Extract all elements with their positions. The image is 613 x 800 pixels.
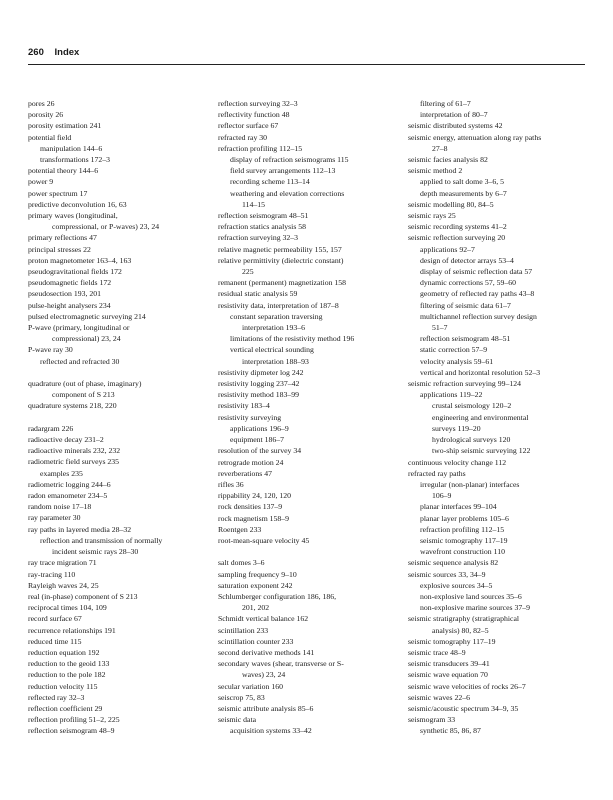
index-entry: synthetic 85, 86, 87: [420, 726, 481, 736]
index-entry: pseudogravitational fields 172: [28, 267, 122, 277]
index-entry: interpretation 188–93: [242, 356, 309, 366]
index-entry: recurrence relationships 191: [28, 625, 116, 635]
index-entry: power spectrum 17: [28, 188, 88, 198]
index-entry: root-mean-square velocity 45: [218, 535, 310, 545]
index-entry: display of seismic reflection data 57: [420, 267, 533, 277]
index-entry: examples 235: [40, 468, 83, 478]
index-entry: residual static analysis 59: [218, 289, 298, 299]
index-entry: ray-tracing 110: [28, 569, 76, 579]
index-entry: 27–8: [432, 143, 448, 153]
index-entry: compressional, or P-waves) 23, 24: [52, 222, 160, 232]
index-entry: Schlumberger configuration 186, 186,: [218, 591, 337, 601]
index-entry: salt domes 3–6: [218, 558, 265, 568]
index-entry: reciprocal times 104, 109: [28, 603, 107, 613]
index-entry: transformations 172–3: [40, 155, 110, 165]
index-entry: continuous velocity change 112: [408, 457, 507, 467]
index-entry: seismic reflection surveying 20: [408, 233, 506, 243]
running-title: Index: [54, 47, 80, 58]
index-entry: radioactive decay 231–2: [28, 435, 104, 445]
index-entry: applications 196–9: [230, 423, 289, 433]
index-entry: reflection seismogram 48–9: [28, 726, 115, 736]
index-entry: reflection profiling 51–2, 225: [28, 715, 120, 725]
index-entry: hydrological surveys 120: [432, 435, 511, 445]
index-entry: geometry of reflected ray paths 43–8: [420, 289, 535, 299]
index-entry: resistivity surveying: [218, 412, 282, 422]
index-entry: scintillation 233: [218, 625, 269, 635]
index-entry: rock magnetism 158–9: [218, 513, 290, 523]
index-entry: sampling frequency 9–10: [218, 569, 297, 579]
index-entry: 114–15: [242, 199, 265, 209]
index-entry: record surface 67: [28, 614, 82, 624]
index-entry: non-explosive marine sources 37–9: [420, 603, 530, 613]
index-entry: rifles 36: [218, 479, 244, 489]
index-entry: resistivity 183–4: [218, 401, 270, 411]
index-entry: scintillation counter 233: [218, 636, 294, 646]
index-entry: non-explosive land sources 35–6: [420, 591, 522, 601]
index-entry: reverberations 47: [218, 468, 273, 478]
index-columns: [28, 98, 588, 737]
index-column-3: [408, 98, 588, 737]
index-entry: surveys 119–20: [432, 423, 481, 433]
index-entry: reduced time 115: [28, 636, 82, 646]
index-entry: applied to salt dome 3–6, 5: [420, 177, 504, 187]
index-entry: pseudosection 193, 201: [28, 289, 101, 299]
index-entry: reflection surveying 32–3: [218, 99, 298, 108]
index-entry: recording scheme 113–14: [230, 177, 310, 187]
index-entry: acquisition systems 33–42: [230, 726, 312, 736]
index-entry: Schmidt vertical balance 162: [218, 614, 309, 624]
index-entry: seismic tomography 117–19: [420, 535, 508, 545]
index-entry: vertical and horizontal resolution 52–3: [420, 367, 541, 377]
index-entry: seismic tomography 117–19: [408, 636, 496, 646]
index-entry: secondary waves (shear, transverse or S-: [218, 659, 344, 669]
index-entry: reflectivity function 48: [218, 110, 290, 120]
index-entry: applications 92–7: [420, 244, 475, 254]
index-entry: refraction statics analysis 58: [218, 222, 307, 232]
index-entry: seiscrop 75, 83: [218, 692, 265, 702]
index-entry: 225: [242, 267, 254, 277]
index-entry: principal stresses 22: [28, 244, 91, 254]
index-entry: multichannel reflection survey design: [420, 311, 537, 321]
index-entry: radon emanometer 234–5: [28, 491, 108, 501]
index-entry: pulsed electromagnetic surveying 214: [28, 311, 146, 321]
index-entry: planar layer problems 105–6: [420, 513, 509, 523]
index-entry: ray trace migration 71: [28, 558, 97, 568]
index-entry: reduction velocity 115: [28, 681, 98, 691]
index-entry: seismic rays 25: [408, 211, 456, 221]
index-entry: rippability 24, 120, 120: [218, 491, 291, 501]
index-entry: refracted ray 30: [218, 132, 268, 142]
index-entry: display of refraction seismograms 115: [230, 155, 349, 165]
index-entry: power 9: [28, 177, 54, 187]
index-entry: potential field: [28, 132, 72, 142]
index-entry: seismic waves 22–6: [408, 692, 470, 702]
index-entry: reflection seismogram 48–51: [218, 211, 309, 221]
index-entry: primary waves (longitudinal,: [28, 211, 118, 221]
index-entry: pores 26: [28, 99, 55, 108]
index-entry: ray paths in layered media 28–32: [28, 524, 132, 534]
index-entry: seismogram 33: [408, 715, 456, 725]
index-entry: limitations of the resistivity method 196: [230, 334, 355, 344]
index-entry: Rayleigh waves 24, 25: [28, 580, 99, 590]
index-entry: two-ship seismic surveying 122: [432, 446, 531, 456]
index-entry: seismic energy, attenuation along ray paths: [408, 132, 542, 142]
index-entry: reflection coefficient 29: [28, 703, 103, 713]
index-entry: radioactive minerals 232, 232: [28, 446, 121, 456]
index-entry: crustal seismology 120–2: [432, 401, 512, 411]
index-entry: seismic sources 33, 34–9: [408, 569, 486, 579]
index-entry: relative permittivity (dielectric constant): [218, 255, 344, 265]
index-column-1: [28, 98, 208, 737]
index-entry: seismic recording systems 41–2: [408, 222, 507, 232]
index-entry: seismic facies analysis 82: [408, 155, 488, 165]
index-entry: filtering of 61–7: [420, 99, 471, 108]
index-entry: second derivative methods 141: [218, 647, 315, 657]
index-entry: reflection seismogram 48–51: [420, 334, 511, 344]
index-entry: relative magnetic permeability 155, 157: [218, 244, 342, 254]
index-entry: seismic refraction surveying 99–124: [408, 379, 521, 389]
index-entry: reflected ray 32–3: [28, 692, 85, 702]
index-entry: field survey arrangements 112–13: [230, 166, 336, 176]
index-entry: vertical electrical sounding: [230, 345, 314, 355]
index-entry: proton magnetometer 163–4, 163: [28, 255, 132, 265]
index-entry: seismic trace 48–9: [408, 647, 466, 657]
index-entry: pseudomagnetic fields 172: [28, 278, 112, 288]
index-entry: refracted ray paths: [408, 468, 466, 478]
index-entry: seismic method 2: [408, 166, 463, 176]
index-entry: P-wave (primary, longitudinal or: [28, 323, 130, 333]
index-entry: ray parameter 30: [28, 513, 81, 523]
index-entry: interpretation of 80–7: [420, 110, 488, 120]
index-entry: seismic attribute analysis 85–6: [218, 703, 314, 713]
index-entry: resolution of the survey 34: [218, 446, 302, 456]
index-entry: potential theory 144–6: [28, 166, 99, 176]
index-entry: radargram 226: [28, 423, 74, 433]
index-entry: filtering of seismic data 61–7: [420, 300, 511, 310]
index-entry: quadrature systems 218, 220: [28, 401, 117, 411]
index-entry: explosive sources 34–5: [420, 580, 493, 590]
index-entry: seismic modelling 80, 84–5: [408, 199, 494, 209]
index-entry: seismic/acoustic spectrum 34–9, 35: [408, 703, 519, 713]
index-entry: equipment 186–7: [230, 435, 285, 445]
index-entry: static correction 57–9: [420, 345, 488, 355]
index-entry: wavefront construction 110: [420, 547, 505, 557]
index-entry: predictive deconvolution 16, 63: [28, 199, 127, 209]
index-entry: refraction profiling 112–15: [218, 143, 303, 153]
index-entry: manipulation 144–6: [40, 143, 103, 153]
index-entry: incident seismic rays 28–30: [52, 547, 139, 557]
index-entry: real (in-phase) component of S 213: [28, 591, 138, 601]
index-entry: seismic distributed systems 42: [408, 121, 503, 131]
page-header: [28, 47, 585, 65]
index-entry: porosity estimation 241: [28, 121, 102, 131]
index-entry: seismic stratigraphy (stratigraphical: [408, 614, 520, 624]
index-entry: radiometric field surveys 235: [28, 457, 120, 467]
index-entry: secular variation 160: [218, 681, 283, 691]
index-entry: radiometric logging 244–6: [28, 479, 111, 489]
index-entry: random noise 17–18: [28, 502, 92, 512]
index-entry: component of S 213: [52, 390, 115, 400]
index-entry: refraction profiling 112–15: [420, 524, 505, 534]
page-number: 260: [28, 47, 44, 58]
index-entry: P-wave ray 30: [28, 345, 73, 355]
index-entry: applications 119–22: [420, 390, 483, 400]
index-entry: dynamic corrections 57, 59–60: [420, 278, 516, 288]
index-entry: 106–9: [432, 491, 452, 501]
index-entry: porosity 26: [28, 110, 64, 120]
index-entry: reflector surface 67: [218, 121, 279, 131]
index-entry: pulse-height analysers 234: [28, 300, 111, 310]
index-entry: reflected and refracted 30: [40, 356, 120, 366]
index-entry: planar interfaces 99–104: [420, 502, 497, 512]
index-entry: resistivity method 183–99: [218, 390, 299, 400]
index-entry: primary reflections 47: [28, 233, 97, 243]
index-column-2: [218, 98, 398, 737]
index-entry: seismic wave velocities of rocks 26–7: [408, 681, 526, 691]
index-entry: engineering and environmental: [432, 412, 529, 422]
index-entry: saturation exponent 242: [218, 580, 293, 590]
index-entry: seismic sequence analysis 82: [408, 558, 499, 568]
index-entry: waves) 23, 24: [242, 670, 286, 680]
index-entry: constant separation traversing: [230, 311, 323, 321]
index-entry: velocity analysis 59–61: [420, 356, 494, 366]
index-entry: reflection and transmission of normally: [40, 535, 163, 545]
index-entry: resistivity logging 237–42: [218, 379, 300, 389]
index-entry: seismic data: [218, 715, 257, 725]
index-entry: interpretation 193–6: [242, 323, 306, 333]
index-entry: analysis) 80, 82–5: [432, 625, 489, 635]
index-entry: quadrature (out of phase, imaginary): [28, 379, 142, 389]
index-entry: reduction equation 192: [28, 647, 100, 657]
index-entry: design of detector arrays 53–4: [420, 255, 514, 265]
index-entry: refraction surveying 32–3: [218, 233, 299, 243]
index-entry: compressional) 23, 24: [52, 334, 121, 344]
index-entry: Roentgen 233: [218, 524, 262, 534]
index-entry: rock densities 137–9: [218, 502, 283, 512]
index-entry: resistivity dipmeter log 242: [218, 367, 304, 377]
index-entry: seismic wave equation 70: [408, 670, 488, 680]
index-entry: seismic transducers 39–41: [408, 659, 490, 669]
index-entry: depth measurements by 6–7: [420, 188, 507, 198]
index-entry: reduction to the pole 182: [28, 670, 106, 680]
index-entry: resistivity data, interpretation of 187–8: [218, 300, 339, 310]
index-entry: reduction to the geoid 133: [28, 659, 110, 669]
index-entry: 201, 202: [242, 603, 270, 613]
index-entry: remanent (permanent) magnetization 158: [218, 278, 347, 288]
index-entry: retrograde motion 24: [218, 457, 284, 467]
index-entry: 51–7: [432, 323, 448, 333]
index-entry: irregular (non-planar) interfaces: [420, 479, 520, 489]
index-entry: weathering and elevation corrections: [230, 188, 345, 198]
